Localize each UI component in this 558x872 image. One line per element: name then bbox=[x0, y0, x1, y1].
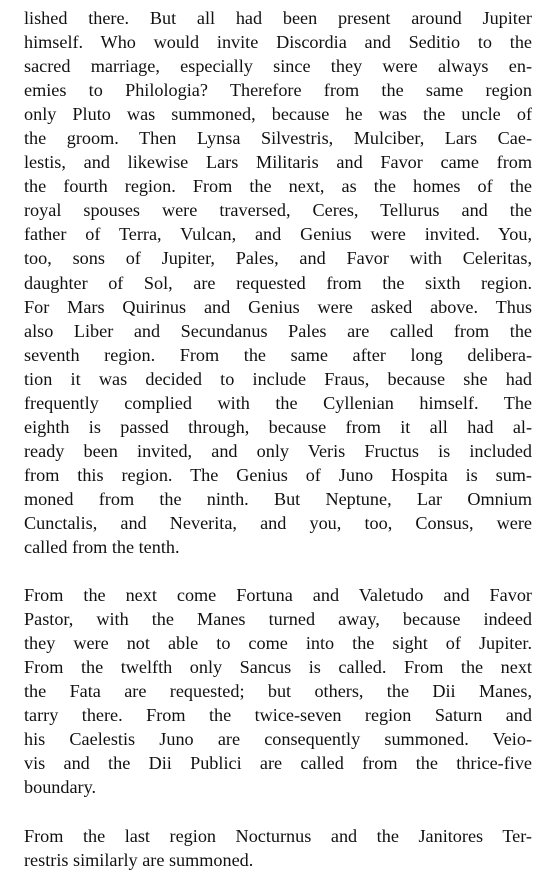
text-line: vis and the Dii Publici are called from the thrice-five bbox=[24, 753, 532, 774]
text-line: too, sons of Jupiter, Pales, and Favor with Celeritas, bbox=[24, 248, 532, 269]
text-line: lished there. But all had been present around Jupiter bbox=[24, 8, 532, 28]
text-line: frequently complied with the Cyllenian himself. The bbox=[24, 392, 532, 413]
text-line: tarry there. From the twice-seven region Saturn and bbox=[24, 705, 532, 726]
text-line: Cunctalis, and Neverita, and you, too, Consus, were bbox=[24, 512, 532, 533]
text-line: also Liber and Secundanus Pales are called from the bbox=[24, 320, 532, 341]
text-line: From the next come Fortuna and Valetudo and Favor bbox=[24, 585, 532, 606]
text-line: himself. Who would invite Discordia and Seditio to the bbox=[24, 32, 532, 53]
paragraph-gap bbox=[24, 559, 532, 583]
text-line: restris similarly are summoned. bbox=[24, 849, 254, 870]
paragraph-3 bbox=[24, 824, 532, 872]
text-line: called from the tenth. bbox=[24, 537, 180, 558]
text-line: lestis, and likewise Lars Militaris and Favor came from bbox=[24, 152, 532, 173]
paragraph-1 bbox=[24, 6, 532, 559]
text-line: tion it was decided to include Fraus, because she had bbox=[24, 368, 532, 389]
text-line: Pastor, with the Manes turned away, because indeed bbox=[24, 609, 532, 630]
text-line: emies to Philologia? Therefore from the same region bbox=[24, 80, 532, 101]
text-line: boundary. bbox=[24, 777, 97, 798]
text-line: the Fata are requested; but others, the Dii Manes, bbox=[24, 681, 532, 702]
text-line: seventh region. From the same after long delibera- bbox=[24, 344, 532, 365]
text-line: the fourth region. From the next, as the homes of the bbox=[24, 176, 532, 197]
text-line: royal spouses were traversed, Ceres, Tellurus and the bbox=[24, 200, 532, 221]
text-line: father of Terra, Vulcan, and Genius were invited. You, bbox=[24, 224, 532, 245]
text-line: From the last region Nocturnus and the Janitores Ter- bbox=[24, 825, 532, 846]
paragraph-gap bbox=[24, 800, 532, 824]
text-line: For Mars Quirinus and Genius were asked above. Thus bbox=[24, 296, 532, 317]
document-page bbox=[24, 6, 532, 872]
text-line: the groom. Then Lynsa Silvestris, Mulciber, Lars Cae- bbox=[24, 128, 532, 149]
text-line: his Caelestis Juno are consequently summoned. Veio- bbox=[24, 729, 532, 750]
text-line: ready been invited, and only Veris Fructus is included bbox=[24, 440, 532, 461]
text-line: from this region. The Genius of Juno Hospita is sum- bbox=[24, 464, 532, 485]
text-line: daughter of Sol, are requested from the sixth region. bbox=[24, 272, 532, 293]
text-line: moned from the ninth. But Neptune, Lar Omnium bbox=[24, 488, 532, 509]
text-line: sacred marriage, especially since they were always en- bbox=[24, 56, 532, 77]
text-line: they were not able to come into the sight of Jupiter. bbox=[24, 633, 532, 654]
text-line: eighth is passed through, because from it all had al- bbox=[24, 416, 532, 437]
text-line: From the twelfth only Sancus is called. From the next bbox=[24, 657, 532, 678]
text-line: only Pluto was summoned, because he was the uncle of bbox=[24, 104, 532, 125]
paragraph-2 bbox=[24, 583, 532, 799]
